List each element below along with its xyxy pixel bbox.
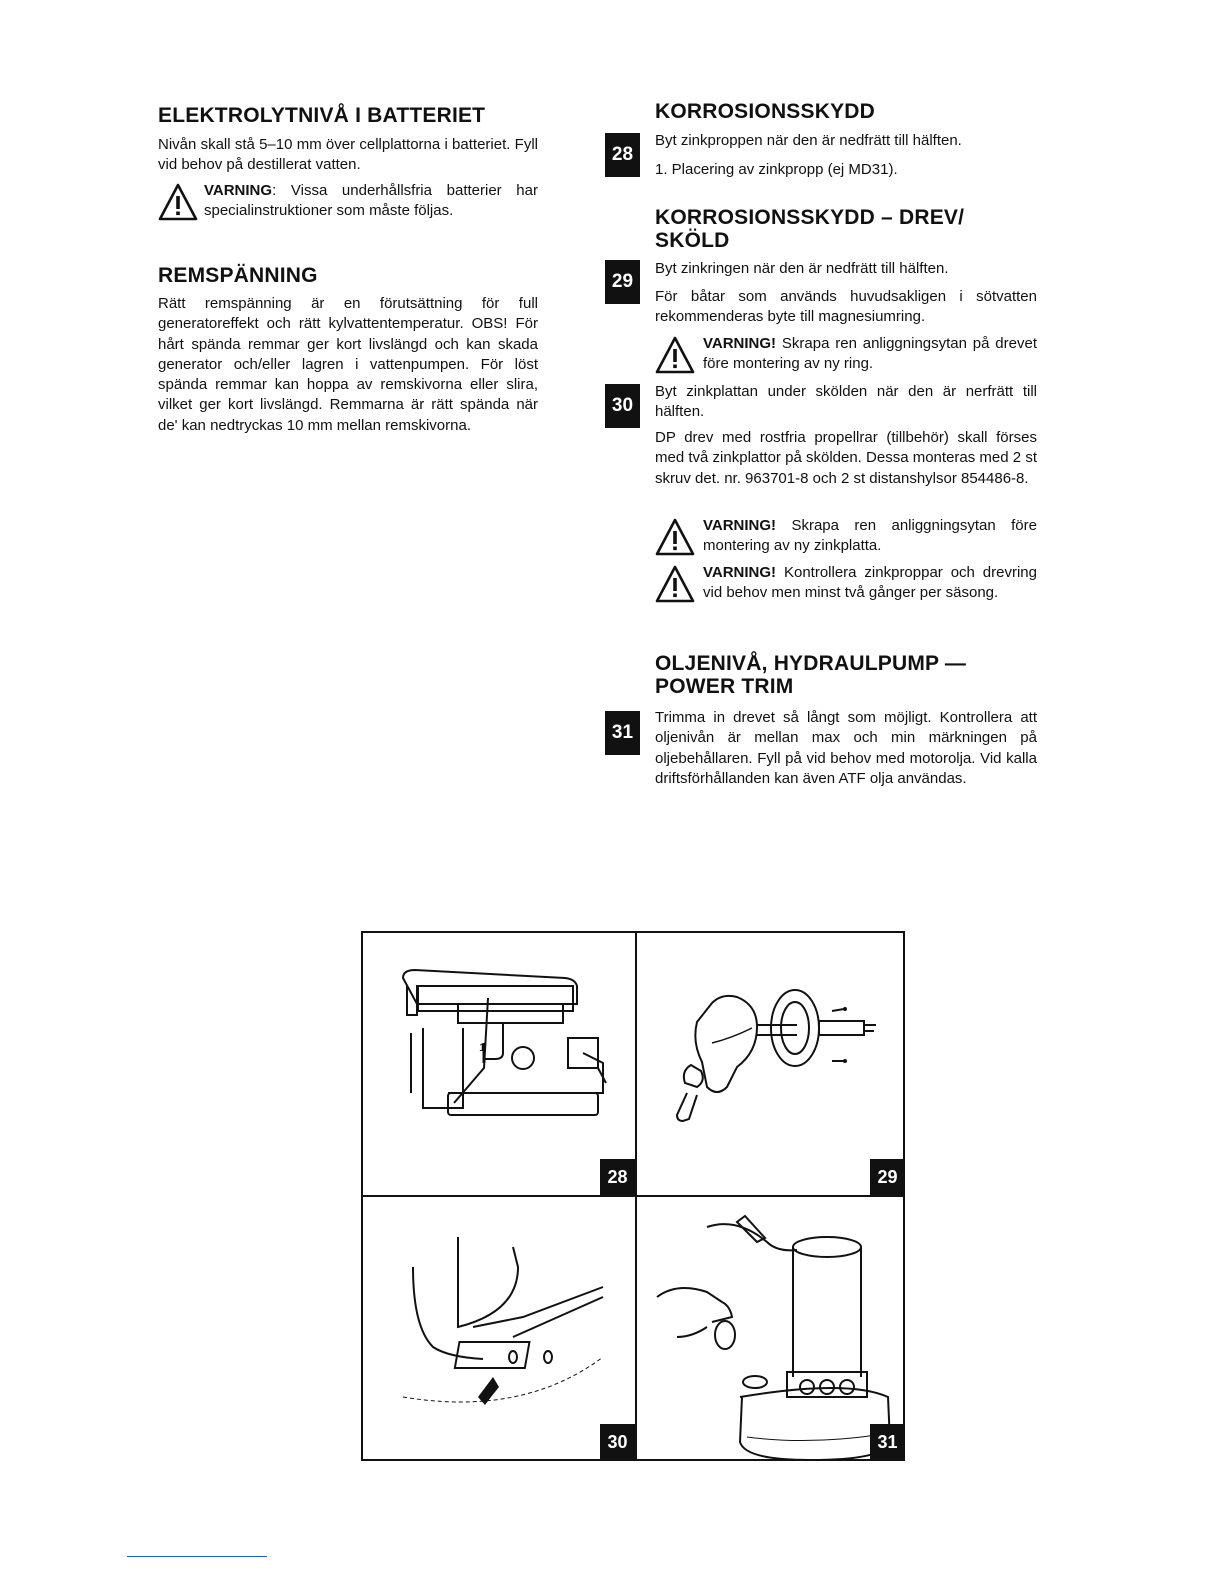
warning-text: Kontrollera zinkproppar och drevring vid behov men minst två gånger per säsong. xyxy=(703,564,1037,602)
step-badge-28: 28 xyxy=(605,133,640,177)
shield-zinc-plate-illustration xyxy=(363,1197,635,1461)
figure-28 xyxy=(363,933,635,1195)
belt-heading: REMSPÄNNING xyxy=(158,264,318,287)
warning-label: VARNING! xyxy=(703,335,777,352)
figure-number-29: 29 xyxy=(870,1159,905,1195)
drive-warning-1 xyxy=(655,334,1037,375)
drive-p2: För båtar som används huvudsakligen i sötvatten rekommenderas byte till magnesiumring. xyxy=(655,288,1037,326)
figure-29 xyxy=(637,933,905,1195)
drive-warning-3 xyxy=(655,563,1037,604)
warning-icon xyxy=(655,335,695,375)
drive-p1: Byt zinkringen när den är nedfrätt till hälften. xyxy=(655,260,949,277)
engine-zinc-plug-illustration xyxy=(363,933,635,1195)
footer-rule xyxy=(127,1556,267,1557)
belt-body: Rätt remspänning är en förutsättning för full generatoreffekt och rätt kylvattentemperatur. OBS! För hårt spända remmar ger kort livslängd och kan skada generator och/eller lagren i vattenpumpen. För löst spända remmar kan hoppa av remskivorna eller slira, vilket ger kort livslängd. Remmarna är rätt spända när de' kan nedtryckas 10 mm mellan remskivorna. xyxy=(158,295,538,434)
warning-label: VARNING! xyxy=(703,517,777,534)
drive-p4: DP drev med rostfria propellrar (tillbehör) skall förses med två zinkplattor på skölden. Dessa monteras med 2 st skruv det. nr. 963701-8 och 2 st distanshylsor 854486-8. xyxy=(655,429,1037,487)
hydraulic-pump-illustration xyxy=(637,1197,905,1461)
figure-number-28: 28 xyxy=(600,1159,635,1195)
corrosion-line1: Byt zinkproppen när den är nedfrätt till hälften. xyxy=(655,132,962,149)
drive-zinc-ring-illustration xyxy=(637,933,905,1195)
oil-heading-line1: OLJENIVÅ, HYDRAULPUMP — xyxy=(655,652,967,675)
step-badge-30: 30 xyxy=(605,384,640,428)
warning-text: Skrapa ren anliggningsytan på drevet före montering av ny ring. xyxy=(703,335,1037,373)
figure-number-30: 30 xyxy=(600,1424,635,1460)
warning-text: Skrapa ren anliggningsytan före montering av ny zinkplatta. xyxy=(703,517,1037,555)
drive-p3: Byt zinkplattan under skölden när den är nerfrätt till hälften. xyxy=(655,383,1037,421)
corrosion-line2: 1. Placering av zinkpropp (ej MD31). xyxy=(655,161,898,178)
step-badge-31: 31 xyxy=(605,711,640,755)
figure-grid xyxy=(361,931,905,1461)
warning-label: VARNING! xyxy=(703,564,777,581)
drive-warning-2 xyxy=(655,516,1037,557)
warning-icon xyxy=(655,564,695,604)
oil-heading-line2: POWER TRIM xyxy=(655,675,794,698)
figure-30 xyxy=(363,1197,635,1461)
oil-body: Trimma in drevet så långt som möjligt. Kontrollera att oljenivån är mellan max och min märkningen på oljebehållaren. Fyll på vid behov med motorolja. Vid kalla driftsförhållanden kan även ATF olja användas. xyxy=(655,709,1037,787)
drive-heading-line2: SKÖLD xyxy=(655,229,730,252)
warning-text: : Vissa underhållsfria batterier har specialinstruktioner som måste följas. xyxy=(204,182,538,220)
corrosion-heading: KORROSIONSSKYDD xyxy=(655,100,876,123)
warning-icon xyxy=(158,182,198,222)
battery-heading: ELEKTROLYTNIVÅ I BATTERIET xyxy=(158,104,486,127)
warning-icon xyxy=(655,517,695,557)
figure-number-31: 31 xyxy=(870,1424,905,1460)
step-badge-29: 29 xyxy=(605,260,640,304)
battery-warning xyxy=(158,181,538,222)
battery-body: Nivån skall stå 5–10 mm över cellplattorna i batteriet. Fyll vid behov på destillerat vatten. xyxy=(158,136,538,174)
figure-31 xyxy=(637,1197,905,1461)
drive-heading-line1: KORROSIONSSKYDD – DREV/ xyxy=(655,206,965,229)
figure-callout: 1 xyxy=(479,1042,486,1054)
warning-label: VARNING xyxy=(204,182,273,199)
